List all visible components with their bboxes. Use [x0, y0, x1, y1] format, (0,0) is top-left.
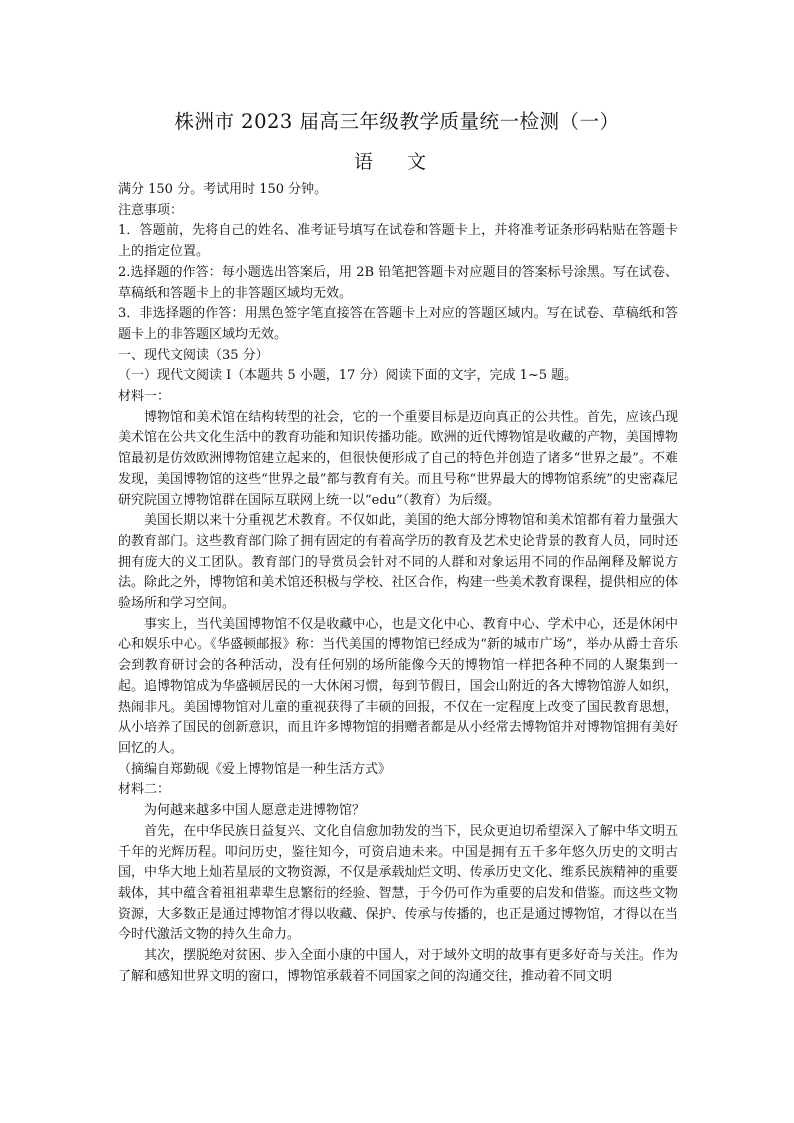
material-one-label: 材料一：: [118, 389, 171, 405]
score-time-line: 满分 150 分。考试用时 150 分钟。: [118, 182, 328, 197]
subject-heading: 语 文: [353, 151, 441, 173]
material-two-label: 材料二：: [118, 782, 171, 798]
note-item-1: 1．答题前，先将自己的姓名、准考证号填写在试卷和答题卡上，并将准考证条形码粘贴在答题卡上的指定位置。: [118, 223, 678, 260]
exam-content: [118, 180, 678, 987]
material-one-paragraph: 美国长期以来十分重视艺术教育。不仅如此，美国的绝大部分博物馆和美术馆都有着力量强大的教育部门。这些教育部门除了拥有固定的有着高学历的教育及艺术史论背景的教育人员，同时还拥有庞大的义工团队。教育部门的导赏员会针对不同的人群和对象运用不同的作品阐释及解说方法。除此之外，博物馆和美术馆还积极与学校、社区合作，构建一些美术教育课程，提供相应的体验场所和学习空间。: [118, 513, 678, 612]
notes-heading: 注意事项：: [118, 202, 184, 218]
material-one-paragraph: 事实上，当代美国博物馆不仅是收藏中心，也是文化中心、教育中心、学术中心，还是休闲中心和娱乐中心。《华盛顿邮报》称：当代美国的博物馆已经成为“新的城市广场”，举办从爵士音乐会到教育研讨会的各种活动，没有任何别的场所能像今天的博物馆一样把各种不同的人聚集到一起。追博物馆成为华盛顿居民的一大休闲习惯，每到节假日，国会山附近的各大博物馆游人如织，热闹非凡。美国博物馆对儿童的重视获得了丰硕的回报，不仅在一定程度上改变了国民教育思想，从小培养了国民的创新意识，而且许多博物馆的捐赠者都是从小经常去博物馆并对博物馆拥有美好回忆的人。: [118, 616, 678, 756]
note-item-2: 2.选择题的作答：每小题选出答案后，用 2B 铅笔把答题卡对应题目的答案标号涂黑。写在试卷、草稿纸和答题卡上的非答题区域均无效。: [118, 264, 678, 301]
exam-title: 株洲市 2023 届高三年级教学质量统一检测（一）: [174, 110, 620, 133]
note-item-3: 3．非选择题的作答：用黑色签字笔直接答在答题卡上对应的答题区域内。写在试卷、草稿纸和答题卡上的非答题区域均无效。: [118, 306, 678, 342]
material-two-paragraph: 其次，摆脱绝对贫困、步入全面小康的中国人，对于域外文明的故事有更多好奇与关注。作为了解和感知世界文明的窗口，博物馆承载着不同国家之间的沟通交往，推动着不同文明: [118, 948, 678, 984]
material-two-paragraph: 首先，在中华民族日益复兴、文化自信愈加勃发的当下，民众更迫切希望深入了解中华文明五千年的光辉历程。叩问历史，鉴往知今，可资启迪未来。中国是拥有五千多年悠久历史的文明古国，中华大地上灿若星辰的文物资源，不仅是承载灿烂文明、传承历史文化、维系民族精神的重要载体，其中蕴含着祖祖辈辈生息繁衍的经验、智慧，于今仍可作为重要的启发和借鉴。而这些文物资源，大多数正是通过博物馆才得以收藏、保护、传承与传播的，也正是通过博物馆，才得以在当今时代激活文物的持久生命力。: [118, 823, 678, 943]
section-heading: 一、现代文阅读（35 分）: [118, 347, 269, 363]
material-one-paragraph: 博物馆和美术馆在结构转型的社会，它的一个重要目标是迈向真正的公共性。首先，应该凸现美术馆在公共文化生活中的教育功能和知识传播功能。欧洲的近代博物馆是收藏的产物，美国博物馆最初是仿效欧洲博物馆建立起来的，但很快便形成了自己的特色并创造了诸多“世界之最”。不难发现，美国博物馆的这些“世界之最”都与教育有关。而且号称“世界最大的博物馆系统”的史密森尼研究院国立博物馆群在国际互联网上统一以“edu”（教育）为后缀。: [118, 409, 678, 508]
subsection-heading: （一）现代文阅读 I（本题共 5 小题，17 分）阅读下面的文字，完成 1~5 题。: [118, 368, 578, 384]
source-citation: （摘编自郑勤砚《爱上博物馆是一种生活方式》: [118, 761, 392, 777]
material-two-question: 为何越来越多中国人愿意走进博物馆？: [144, 803, 366, 819]
